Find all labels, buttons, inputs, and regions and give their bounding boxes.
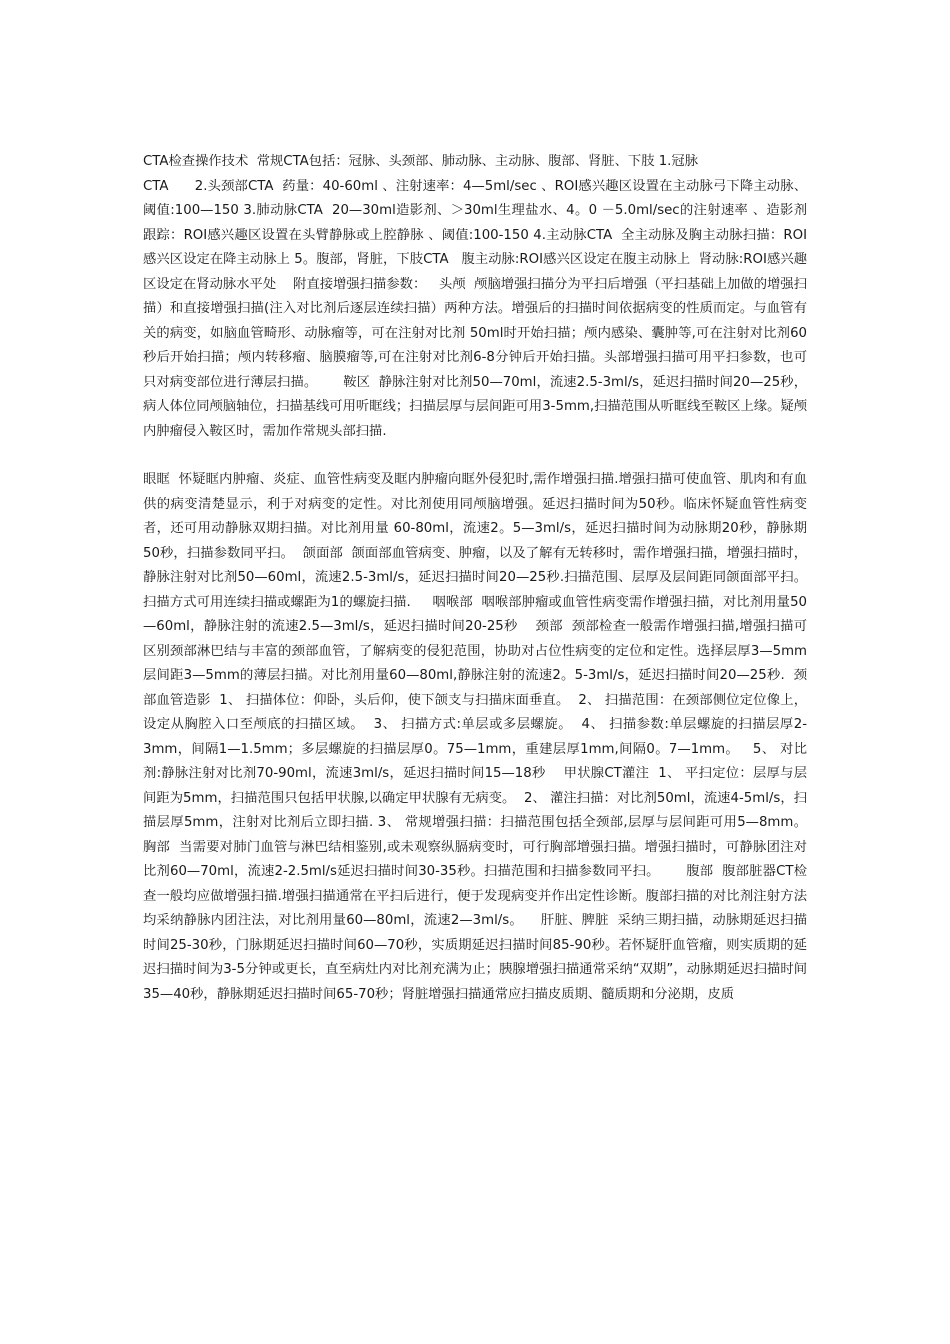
paragraph-cta-overview: CTA检查操作技术 常规CTA包括：冠脉、头颈部、肺动脉、主动脉、腹部、肾脏、下肢 1.冠脉 (143, 154, 698, 169)
paragraph-cta-protocols: CTA 2.头颈部CTA 药量：40-60ml 、注射速率：4—5ml/sec 、ROI感兴趣区设置在主动脉弓下降主动脉、阈值:100—150 3.肺动脉CTA 20—30ml造影剂、＞30ml生理盐水、4。0 －5.0ml/sec的注射速率 、造影剂跟踪：ROI感兴趣区设置在头臂静脉或上腔静脉 、阈值:100-150 4.主动脉CTA 全主动脉及胸主动脉扫描：ROI感兴区设定在降主动脉上 5。腹部，肾脏，下肢CTA 腹主动脉:ROI感兴区设定在腹主动脉上 肾动脉:ROI感兴趣区设定在肾动脉水平处 附直接增强扫描参数： 头颅 颅脑增强扫描分为平扫后增强（平扫基础上加做的增强扫描）和直接增强扫描(注入对比剂后逐层连续扫描）两种方法。增强后的扫描时间依据病变的性质而定。与血管有关的病变，如脑血管畸形、动脉瘤等，可在注射对比剂 50ml时开始扫描；颅内感染、囊肿等,可在注射对比剂60秒后开始扫描；颅内转移瘤、脑膜瘤等,可在注射对比剂6-8分钟后开始扫描。头部增强扫描可用平扫参数，也可只对病变部位进行薄层扫描。 鞍区 静脉注射对比剂50—70ml，流速2.5-3ml/s，延迟扫描时间20—25秒，病人体位同颅脑轴位，扫描基线可用听眶线；扫描层厚与层间距可用3-5mm,扫描范围从听眶线至鞍区上缘。疑颅内肿瘤侵入鞍区时，需加作常规头部扫描. (143, 178, 807, 439)
paragraph-enhanced-scan-details: 眼眶 怀疑眶内肿瘤、炎症、血管性病变及眶内肿瘤向眶外侵犯时,需作增强扫描.增强扫描可使血管、肌肉和有血供的病变清楚显示，利于对病变的定性。对比剂使用同颅脑增强。延迟扫描时间为50秒。临床怀疑血管性病变者，还可用动静脉双期扫描。对比剂用量 60-80ml，流速2。5—3ml/s，延迟扫描时间为动脉期20秒，静脉期50秒，扫描参数同平扫。 颌面部 颌面部血管病变、肿瘤，以及了解有无转移时，需作增强扫描，增强扫描时，静脉注射对比剂50—60ml，流速2.5-3ml/s，延迟扫描时间20—25秒.扫描范围、层厚及层间距同颌面部平扫。扫描方式可用连续扫描或螺距为1的螺旋扫描. 咽喉部 咽喉部肿瘤或血管性病变需作增强扫描，对比剂用量50—60ml，静脉注射的流速2.5—3ml/s，延迟扫描时间20-25秒 颈部 颈部检查一般需作增强扫描,增强扫描可区别颈部淋巴结与丰富的颈部血管，了解病变的侵犯范围，协助对占位性病变的定位和定性。选择层厚3—5mm层间距3—5mm的薄层扫描。对比剂用量60—80ml,静脉注射的流速2。5-3ml/s，延迟扫描时间20—25秒. 颈部血管造影 1、 扫描体位：仰卧，头后仰，使下颌支与扫描床面垂直。 2、 扫描范围：在颈部侧位定位像上，设定从胸腔入口至颅底的扫描区域。 3、 扫描方式:单层或多层螺旋。 4、 扫描参数:单层螺旋的扫描层厚2-3mm，间隔1—1.5mm；多层螺旋的扫描层厚0。75—1mm，重建层厚1mm,间隔0。7—1mm。 5、 对比剂:静脉注射对比剂70-90ml，流速3ml/s，延迟扫描时间15—18秒 甲状腺CT灌注 1、 平扫定位：层厚与层间距为5mm，扫描范围只包括甲状腺,以确定甲状腺有无病变。 2、 灌注扫描：对比剂50ml，流速4-5ml/s，扫描层厚5mm，注射对比剂后立即扫描. 3、 常规增强扫描：扫描范围包括全颈部,层厚与层间距可用5—8mm。 胸部 当需要对肺门血管与淋巴结相鉴别,或未观察纵膈病变时，可行胸部增强扫描。增强扫描时，可静脉团注对比剂60—70ml，流速2-2.5ml/s延迟扫描时间30-35秒。扫描范围和扫描参数同平扫。 腹部 腹部脏器CT检查一般均应做增强扫描.增强扫描通常在平扫后进行，便于发现病变并作出定性诊断。腹部扫描的对比剂注射方法均采纳静脉内团注法，对比剂用量60—80ml，流速2—3ml/s。 肝脏、脾脏 采纳三期扫描，动脉期延迟扫描时间25-30秒，门脉期延迟扫描时间60—70秒，实质期延迟扫描时间85-90秒。若怀疑肝血管瘤，则实质期的延迟扫描时间为3-5分钟或更长，直至病灶内对比剂充满为止；胰腺增强扫描通常采纳“双期”，动脉期延迟扫描时间 35—40秒，静脉期延迟扫描时间65-70秒；肾脏增强扫描通常应扫描皮质期、髓质期和分泌期，皮质 (143, 472, 824, 1002)
document-body (143, 150, 824, 1007)
paragraph-spacer (143, 444, 807, 468)
